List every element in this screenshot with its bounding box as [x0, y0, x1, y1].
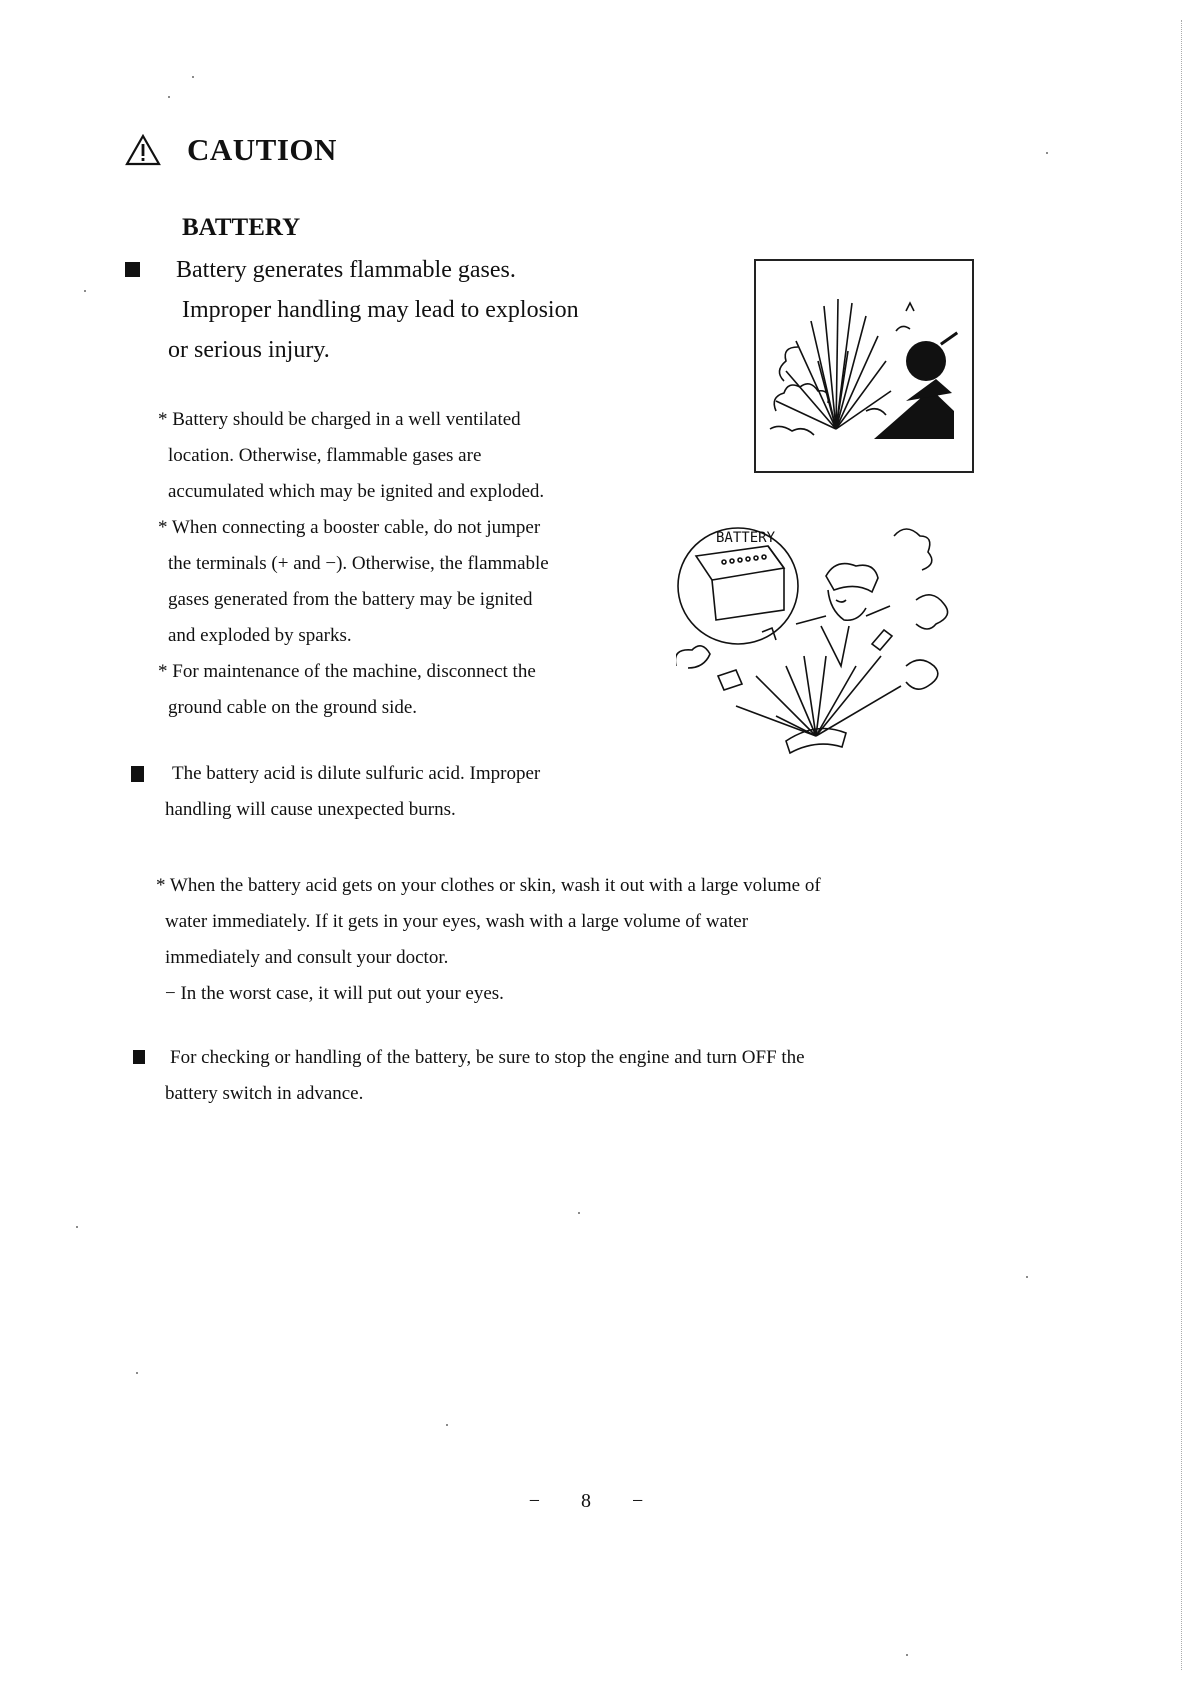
- scan-speck: [1046, 152, 1048, 154]
- item2-line-2: handling will cause unexpected burns.: [165, 799, 456, 820]
- item1-line-1: Battery generates flammable gases.: [176, 257, 516, 283]
- item2-note-line: immediately and consult your doctor.: [165, 947, 449, 968]
- explosion-pictogram: [754, 259, 974, 473]
- item1-note-line: * When connecting a booster cable, do not jumper: [158, 517, 541, 538]
- item1-note-line: location. Otherwise, flammable gases are: [168, 445, 482, 466]
- scan-speck: [906, 1654, 908, 1656]
- scan-speck: [446, 1424, 448, 1426]
- battery-explosion-illustration: [676, 516, 966, 756]
- section-title: BATTERY: [182, 214, 301, 241]
- scan-speck: [136, 1372, 138, 1374]
- bullet-square: [125, 262, 140, 277]
- scan-speck: [168, 96, 170, 98]
- item1-note-line: * Battery should be charged in a well ventilated: [158, 409, 521, 430]
- item1-note-line: * For maintenance of the machine, disconnect the: [158, 661, 536, 682]
- item2-note-line: water immediately. If it gets in your eyes, wash with a large volume of water: [165, 911, 749, 932]
- bullet-square: [131, 766, 144, 782]
- scan-speck: [192, 76, 194, 78]
- item2-note-line: * When the battery acid gets on your clothes or skin, wash it out with a large volume of: [156, 875, 821, 896]
- battery-illustration-label: BATTERY: [716, 530, 776, 546]
- explosion-icon: [756, 261, 972, 471]
- page-number: − 8 −: [528, 1490, 662, 1512]
- item2-line-1: The battery acid is dilute sulfuric acid. Improper: [172, 763, 541, 784]
- caution-title: CAUTION: [187, 132, 337, 167]
- caution-header: [125, 132, 337, 168]
- battery-explosion-drawing: [676, 516, 966, 756]
- item1-note-line: gases generated from the battery may be ignited: [168, 589, 533, 610]
- scan-edge-line: [1181, 20, 1182, 1670]
- item1-note-line: and exploded by sparks.: [168, 625, 352, 646]
- scan-speck: [76, 1226, 78, 1228]
- item1-note-line: accumulated which may be ignited and exploded.: [168, 481, 545, 502]
- item3-line-1: For checking or handling of the battery, be sure to stop the engine and turn OFF the: [170, 1047, 805, 1068]
- scan-speck: [578, 1212, 580, 1214]
- scan-speck: [84, 290, 86, 292]
- scan-speck: [1026, 1276, 1028, 1278]
- item1-note-line: the terminals (+ and −). Otherwise, the flammable: [168, 553, 549, 574]
- item1-note-line: ground cable on the ground side.: [168, 697, 418, 718]
- warning-triangle-icon: [125, 134, 161, 166]
- item3-line-2: battery switch in advance.: [165, 1083, 364, 1104]
- item1-line-3: or serious injury.: [168, 337, 330, 363]
- bullet-square: [133, 1050, 145, 1064]
- item1-line-2: Improper handling may lead to explosion: [182, 297, 579, 323]
- item2-note-line: − In the worst case, it will put out your eyes.: [165, 983, 504, 1004]
